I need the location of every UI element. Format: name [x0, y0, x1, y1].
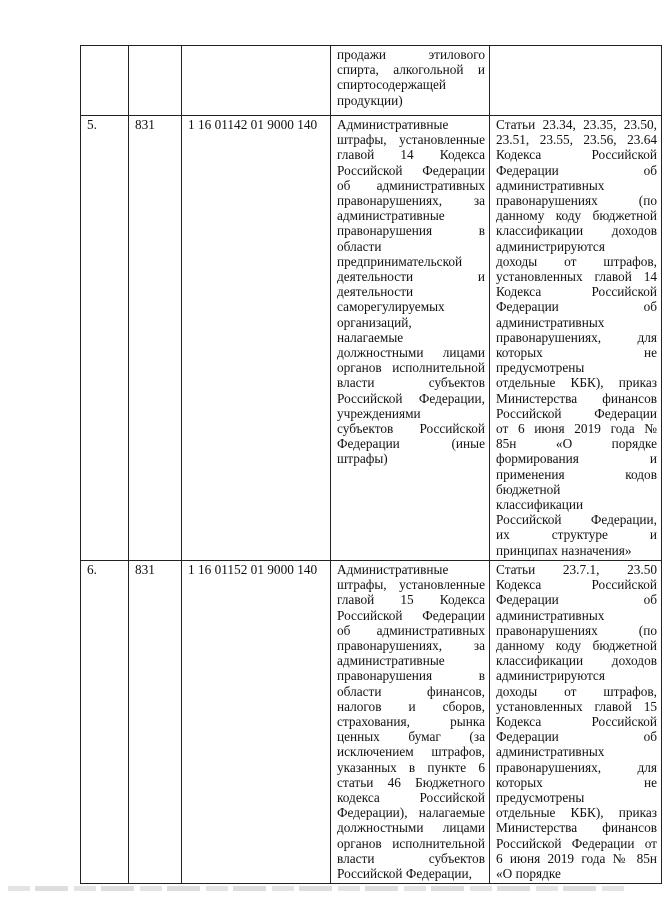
cell-text-line: 23.51, 23.55, 23.56, 23.64	[496, 132, 657, 148]
budget-classification-table	[80, 45, 662, 884]
cell-text-line: 6 июня 2019 года № 85н	[496, 850, 657, 866]
cell-text-line: бюджетной	[496, 481, 561, 497]
cell-text-line: субъектов Российской	[337, 421, 485, 437]
cell-text-line: Российской Федерации,	[337, 865, 472, 881]
cell-text-line: ценных бумаг (за	[337, 729, 485, 745]
revenue-name-cell	[331, 116, 490, 561]
budget-code-cell: 1 16 01142 01 9000 140	[182, 116, 331, 561]
cell-text-line: принципах назначения»	[496, 542, 632, 558]
cell-text-line: продукции)	[337, 92, 403, 108]
table-row	[81, 116, 662, 561]
cell-text-line: спиртосодержащей	[337, 77, 447, 93]
cell-text-line: классификации доходов	[496, 223, 657, 239]
cell-text-line: саморегулируемых	[337, 299, 445, 315]
cell-text-line: Административные	[337, 561, 449, 577]
scan-edge-artifact	[8, 886, 628, 891]
cell-text-line: правонарушениях, за	[337, 193, 485, 209]
cell-text-line: отдельные КБК), приказ	[496, 805, 657, 821]
revenue-name-cell	[331, 560, 490, 883]
cell-text-line: классификации	[496, 497, 584, 513]
cell-text-line: Российской Федерации от	[496, 835, 657, 851]
cell-text-line: должностными лицами	[337, 345, 485, 361]
cell-text-line: «О порядке	[496, 865, 561, 881]
cell-text-line: Российской Федерации,	[337, 390, 485, 406]
cell-text-line: административные	[337, 653, 445, 669]
cell-text-line: Федерации (иные	[337, 436, 485, 452]
cell-text-line: предусмотрены	[496, 360, 585, 376]
cell-text-line: правонарушениях, за	[337, 637, 485, 653]
cell-text-line: правонарушениях, для	[496, 759, 657, 775]
cell-text-line: спирта, алкогольной и	[337, 62, 485, 78]
cell-text-line: их структуре и	[496, 527, 657, 543]
cell-text-line: кодекса Российской	[337, 789, 485, 805]
cell-text-line: Федерации об	[496, 592, 657, 608]
cell-text-line: которых не	[496, 345, 657, 361]
cell-text-line: формирования и	[496, 451, 657, 467]
cell-text-line: администрируются	[496, 238, 605, 254]
cell-text-line: органов исполнительной	[337, 835, 485, 851]
cell-text-line: власти субъектов	[337, 375, 485, 391]
cell-text-line: деятельности	[337, 284, 414, 300]
cell-text-line: органов исполнительной	[337, 360, 485, 376]
cell-text-line: от 6 июня 2019 года №	[496, 421, 657, 437]
budget-code-cell: 1 16 01152 01 9000 140	[182, 560, 331, 883]
cell-text-line: главой 15 Кодекса	[337, 592, 485, 608]
cell-text-line: отдельные КБК), приказ	[496, 375, 657, 391]
cell-text-line: Кодекса Российской	[496, 713, 657, 729]
cell-text-line: Российской Федерации	[496, 405, 657, 421]
administrator-code-cell: 831	[129, 116, 182, 561]
cell-text-line: деятельности и	[337, 269, 485, 285]
row-number-cell: 6.	[81, 560, 129, 883]
cell-text-line: штрафы, установленные	[337, 577, 485, 593]
cell-text-line: административных	[496, 607, 605, 623]
cell-text-line: правонарушениях, для	[496, 329, 657, 345]
cell-text-line: данному коду бюджетной	[496, 637, 657, 653]
cell-text-line: страхования, рынка	[337, 713, 485, 729]
row-number-cell	[81, 46, 129, 116]
cell-text-line: исключением штрафов,	[337, 744, 485, 760]
cell-text-line: об административных	[337, 622, 485, 638]
cell-text-line: учреждениями	[337, 405, 421, 421]
cell-text-line: 85н «О порядке	[496, 436, 657, 452]
cell-text-line: Статьи 23.7.1, 23.50	[496, 561, 657, 577]
cell-text-line: доходы от штрафов,	[496, 683, 657, 699]
cell-text-line: Министерства финансов	[496, 390, 657, 406]
cell-text-line: установленных главой 14	[496, 269, 657, 285]
cell-text-line: административных	[496, 744, 605, 760]
cell-text-line: области финансов,	[337, 683, 485, 699]
legal-basis-cell	[490, 116, 662, 561]
administrator-code-cell: 831	[129, 560, 182, 883]
cell-text-line: Федерации об	[496, 162, 657, 178]
cell-text-line: должностными лицами	[337, 820, 485, 836]
table-body	[81, 46, 662, 884]
cell-text-line: предусмотрены	[496, 789, 585, 805]
cell-text-line: Кодекса Российской	[496, 147, 657, 163]
cell-text-line: доходы от штрафов,	[496, 253, 657, 269]
cell-text-line: Российской Федерации	[337, 162, 485, 178]
cell-text-line: Российской Федерации,	[496, 512, 657, 528]
budget-code-cell	[182, 46, 331, 116]
cell-text-line: классификации доходов	[496, 653, 657, 669]
cell-text-line: предпринимательской	[337, 253, 463, 269]
cell-text-line: Статьи 23.34, 23.35, 23.50,	[496, 117, 657, 132]
cell-text-line: Кодекса Российской	[496, 577, 657, 593]
cell-text-line: области	[337, 238, 382, 254]
cell-text-line: правонарушениях (по	[496, 622, 657, 638]
cell-text-line: установленных главой 15	[496, 698, 657, 714]
cell-text-line: указанных в пункте 6	[337, 759, 485, 775]
cell-text-line: административных	[496, 177, 605, 193]
cell-text-line: Административные	[337, 117, 449, 132]
legal-basis-cell	[490, 46, 662, 116]
cell-text-line: налагаемые	[337, 329, 404, 345]
cell-text-line: административные	[337, 208, 445, 224]
cell-text-line: продажи этилового	[337, 47, 485, 62]
cell-text-line: организаций,	[337, 314, 412, 330]
cell-text-line: Федерации об	[496, 729, 657, 745]
cell-text-line: правонарушения в	[337, 223, 485, 239]
cell-text-line: главой 14 Кодекса	[337, 147, 485, 163]
cell-text-line: Федерации об	[496, 299, 657, 315]
cell-text-line: Российской Федерации	[337, 607, 485, 623]
cell-text-line: административных	[496, 314, 605, 330]
cell-text-line: Министерства финансов	[496, 820, 657, 836]
cell-text-line: налогов и сборов,	[337, 698, 485, 714]
cell-text-line: которых не	[496, 774, 657, 790]
cell-text-line: данному коду бюджетной	[496, 208, 657, 224]
cell-text-line: об административных	[337, 177, 485, 193]
cell-text-line: власти субъектов	[337, 850, 485, 866]
cell-text-line: Кодекса Российской	[496, 284, 657, 300]
cell-text-line: Федерации), налагаемые	[337, 805, 485, 821]
table-row	[81, 560, 662, 883]
cell-text-line: администрируются	[496, 668, 605, 684]
cell-text-line: штрафы, установленные	[337, 132, 485, 148]
cell-text-line: статьи 46 Бюджетного	[337, 774, 485, 790]
cell-text-line: применения кодов	[496, 466, 657, 482]
table-row	[81, 46, 662, 116]
cell-text-line: правонарушениях (по	[496, 193, 657, 209]
legal-basis-cell	[490, 560, 662, 883]
revenue-name-cell	[331, 46, 490, 116]
row-number-cell: 5.	[81, 116, 129, 561]
cell-text-line: правонарушения в	[337, 668, 485, 684]
cell-text-line: штрафы)	[337, 451, 388, 467]
administrator-code-cell	[129, 46, 182, 116]
